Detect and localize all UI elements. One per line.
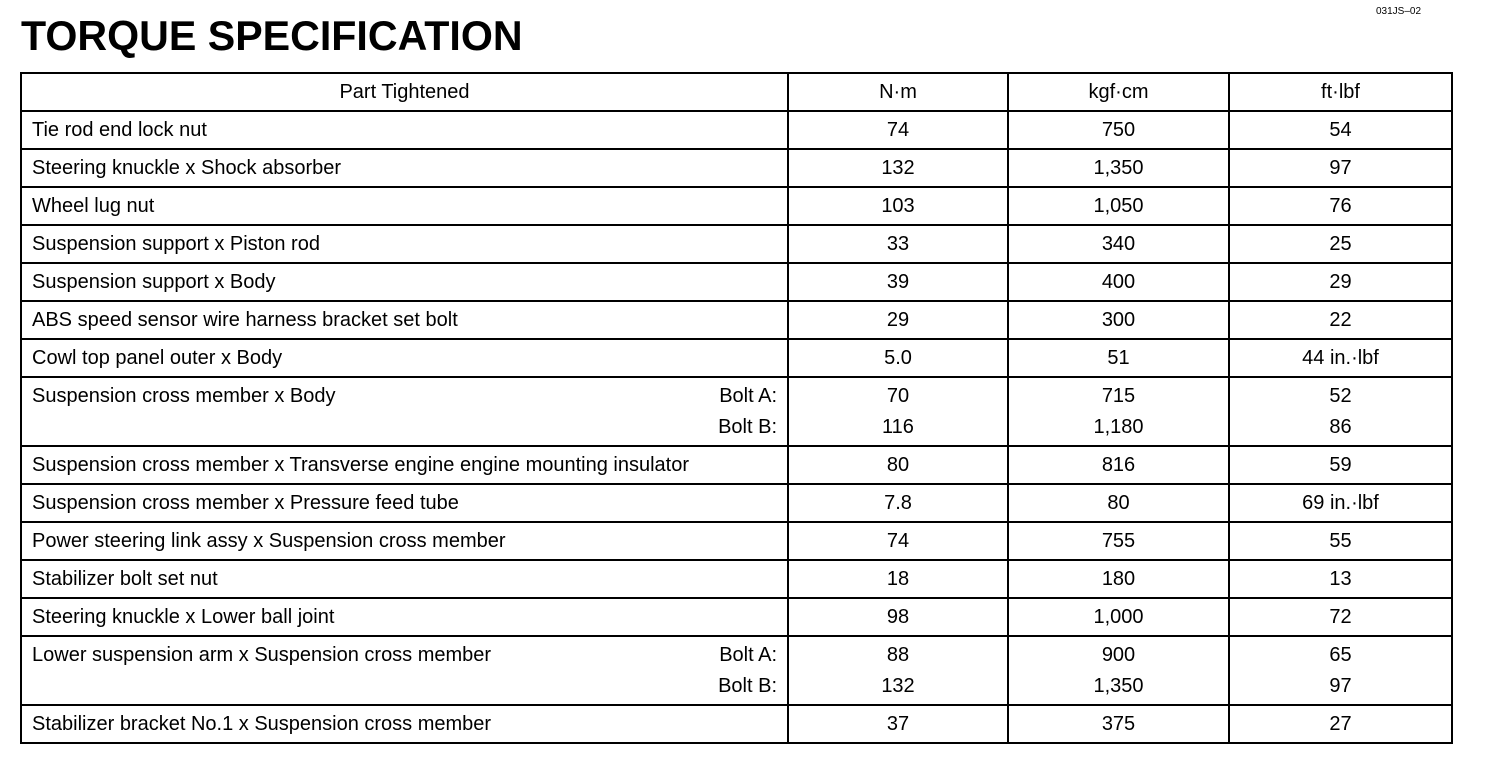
nm-cell: 103 [788, 187, 1008, 225]
kgf-bolt-b: 1,350 [1093, 674, 1144, 697]
part-cell: Power steering link assy x Suspension cross member [21, 522, 788, 560]
ft-cell [1229, 377, 1452, 446]
ft-cell: 69 in.·lbf [1229, 484, 1452, 522]
part-cell [21, 377, 788, 446]
table-row [21, 225, 1452, 263]
bolt-a-label: Bolt A: [719, 643, 777, 666]
table-row [21, 522, 1452, 560]
part-cell: Suspension support x Piston rod [21, 225, 788, 263]
part-cell: Suspension cross member x Transverse engine engine mounting insulator [21, 446, 788, 484]
nm-bolt-b: 116 [882, 415, 914, 438]
table-row [21, 301, 1452, 339]
part-cell: Suspension support x Body [21, 263, 788, 301]
kgf-cell: 1,000 [1008, 598, 1229, 636]
ft-cell: 72 [1229, 598, 1452, 636]
bolt-b-label: Bolt B: [718, 674, 777, 697]
ft-cell: 76 [1229, 187, 1452, 225]
table-row [21, 111, 1452, 149]
document-code: 031JS–02 [1376, 6, 1422, 17]
nm-cell: 5.0 [788, 339, 1008, 377]
kgf-cell: 51 [1008, 339, 1229, 377]
nm-cell [788, 636, 1008, 705]
part-cell: ABS speed sensor wire harness bracket set bolt [21, 301, 788, 339]
table-row [21, 484, 1452, 522]
torque-spec-table [20, 72, 1453, 744]
ft-bolt-b: 97 [1329, 674, 1352, 697]
header-ft-lbf: ft·lbf [1229, 73, 1452, 111]
part-cell: Steering knuckle x Lower ball joint [21, 598, 788, 636]
table-row [21, 705, 1452, 743]
kgf-cell [1008, 636, 1229, 705]
part-cell: Cowl top panel outer x Body [21, 339, 788, 377]
kgf-bolt-b: 1,180 [1093, 415, 1144, 438]
kgf-bolt-a: 715 [1101, 384, 1136, 407]
part-name: Suspension cross member x Body [32, 384, 336, 407]
bolt-b-label: Bolt B: [718, 415, 777, 438]
header-kgf-cm: kgf·cm [1008, 73, 1229, 111]
kgf-cell: 750 [1008, 111, 1229, 149]
table-row [21, 377, 1452, 446]
bolt-labels [718, 640, 777, 702]
ft-cell: 44 in.·lbf [1229, 339, 1452, 377]
part-cell: Stabilizer bolt set nut [21, 560, 788, 598]
nm-cell: 80 [788, 446, 1008, 484]
ft-cell: 27 [1229, 705, 1452, 743]
ft-cell: 59 [1229, 446, 1452, 484]
nm-bolt-b: 132 [881, 674, 915, 697]
ft-cell [1229, 636, 1452, 705]
kgf-cell: 300 [1008, 301, 1229, 339]
header-nm: N·m [788, 73, 1008, 111]
kgf-cell [1008, 377, 1229, 446]
table-row [21, 187, 1452, 225]
kgf-cell: 180 [1008, 560, 1229, 598]
kgf-bolt-a: 900 [1101, 643, 1136, 666]
kgf-cell: 1,050 [1008, 187, 1229, 225]
nm-cell: 132 [788, 149, 1008, 187]
part-cell [21, 636, 788, 705]
nm-bolt-a: 70 [886, 384, 910, 407]
bolt-a-label: Bolt A: [719, 384, 777, 407]
nm-cell: 18 [788, 560, 1008, 598]
kgf-cell: 1,350 [1008, 149, 1229, 187]
ft-cell: 25 [1229, 225, 1452, 263]
kgf-cell: 755 [1008, 522, 1229, 560]
nm-bolt-a: 88 [886, 643, 910, 666]
ft-bolt-a: 65 [1329, 643, 1352, 666]
ft-cell: 54 [1229, 111, 1452, 149]
nm-cell: 39 [788, 263, 1008, 301]
nm-cell: 74 [788, 111, 1008, 149]
ft-cell: 13 [1229, 560, 1452, 598]
nm-cell: 74 [788, 522, 1008, 560]
page-title: TORQUE SPECIFICATION [21, 12, 523, 59]
ft-bolt-a: 52 [1329, 384, 1352, 407]
kgf-cell: 816 [1008, 446, 1229, 484]
ft-bolt-b: 86 [1329, 415, 1352, 438]
part-cell: Stabilizer bracket No.1 x Suspension cross member [21, 705, 788, 743]
ft-cell: 29 [1229, 263, 1452, 301]
ft-cell: 97 [1229, 149, 1452, 187]
table-row [21, 636, 1452, 705]
nm-cell: 37 [788, 705, 1008, 743]
nm-cell: 33 [788, 225, 1008, 263]
table-row [21, 263, 1452, 301]
table-row [21, 560, 1452, 598]
table-header-row [21, 73, 1452, 111]
table-row [21, 339, 1452, 377]
table-row [21, 446, 1452, 484]
kgf-cell: 375 [1008, 705, 1229, 743]
header-part-tightened: Part Tightened [21, 73, 788, 111]
table-row [21, 598, 1452, 636]
ft-cell: 22 [1229, 301, 1452, 339]
part-cell: Wheel lug nut [21, 187, 788, 225]
kgf-cell: 400 [1008, 263, 1229, 301]
nm-cell: 98 [788, 598, 1008, 636]
nm-cell [788, 377, 1008, 446]
bolt-labels [718, 381, 777, 443]
nm-cell: 7.8 [788, 484, 1008, 522]
table-row [21, 149, 1452, 187]
ft-cell: 55 [1229, 522, 1452, 560]
nm-cell: 29 [788, 301, 1008, 339]
part-cell: Tie rod end lock nut [21, 111, 788, 149]
kgf-cell: 340 [1008, 225, 1229, 263]
part-cell: Suspension cross member x Pressure feed tube [21, 484, 788, 522]
part-name: Lower suspension arm x Suspension cross member [32, 643, 492, 666]
kgf-cell: 80 [1008, 484, 1229, 522]
part-cell: Steering knuckle x Shock absorber [21, 149, 788, 187]
